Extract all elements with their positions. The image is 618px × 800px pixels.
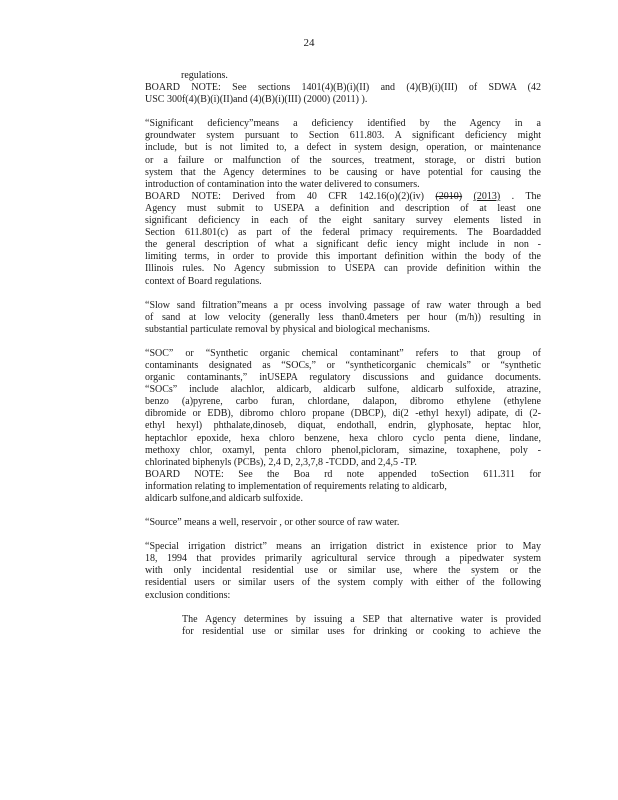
page-number: 24 bbox=[303, 37, 315, 49]
regulations-line: regulations. bbox=[181, 70, 228, 81]
definition-soc: “SOC” or “Synthetic organic chemical contaminant” refers to that group of contaminants designated as “SOCs,” or “syntheticorganic chemicals” or “synthetic organic contaminants,” inUSEPA regulatory discussions and guidance documents. “SOCs” include alachlor, aldicarb, aldicarb sulfone, aldicarb sulfoxide, atrazine, benzo (a)pyrene, carbo furan, chlordane, dalapon, dibromo ethylene (ethylene dibromide or EDB), dibromo chloro propane (DBCP), di(2 -ethyl hexyl) adipate, di (2- ethyl hexyl) phthalate,dinoseb, diquat, endothall, endrin, glyphosate, heptac hlor, heptachlor epoxide, hexa chloro benzene, hexa chloro cyclo penta diene, lindane, methoxy chlor, oxamyl, penta chloro phenol,picloram, simazine, toxaphene, poly - chlorinated biphenyls (PCBs), 2,4 D, 2,3,7,8 -TCDD, and 2,4,5 -TP. bbox=[145, 347, 541, 468]
board-note-significant-deficiency: BOARD NOTE: Derived from 40 CFR 142.16(o)(2)(iv) (2010) (2013) . The Agency must submit to USEPA a definition and description of at least one significant deficiency in each of the eight sanitary survey elements listed in Section 611.801(c) as part of the federal primacy requirements. The Boardadded the general description of what a significant defic iency might include in non - limiting terms, in order to provide this important definition within the body of the Illinois rules. No Agency submission to USEPA can provide definition within the context of Board regulations. bbox=[145, 190, 541, 287]
definition-source: “Source” means a well, reservoir , or other source of raw water. bbox=[145, 517, 400, 529]
definition-special-irrigation-district: “Special irrigation district” means an irrigation district in existence prior to May 18, 1994 that provides primarily agricultural service through a pipedwater system with only incidental residential use or similar use, where the system or the residential users or similar users of the system comply with either of the following exclusion conditions: bbox=[145, 541, 541, 601]
definition-slow-sand-filtration: “Slow sand filtration”means a pr ocess involving passage of raw water through a bed of sand at low velocity (generally less than0.4meters per hour (m/h)) resulting in substantial particulate removal by physical and biological mechanisms. bbox=[145, 299, 541, 335]
board-note-sdwa: BOARD NOTE: See sections 1401(4)(B)(i)(II) and (4)(B)(i)(III) of SDWA (42 USC 300f(4)(B)(i)(II)and (4)(B)(i)(III) (2000) (2011) ). bbox=[145, 82, 541, 106]
inserted-citation-year: (2013) bbox=[473, 190, 501, 202]
definition-significant-deficiency: “Significant deficiency”means a deficiency identified by the Agency in a groundwater system pursuant to Section 611.803. A significant deficiency might include, but is not limited to, a defect in system design, operation, or maintenance or a failure or malfunction of the sources, treatment, storage, or distri bution system that the Agency determines to be causing or have potential for causing the introduction of contamination into the water delivered to consumers. bbox=[145, 118, 541, 190]
document-body bbox=[145, 70, 541, 638]
board-note-aldicarb: BOARD NOTE: See the Boa rd note appended toSection 611.311 for information relating to implementation of requirements relating to aldicarb, aldicarb sulfone,and aldicarb sulfoxide. bbox=[145, 468, 541, 504]
exclusion-condition-item: The Agency determines by issuing a SEP that alternative water is provided for residential use or similar uses for drinking or cooking to achieve the bbox=[182, 613, 541, 637]
struck-citation-year: (2010) bbox=[435, 190, 463, 202]
